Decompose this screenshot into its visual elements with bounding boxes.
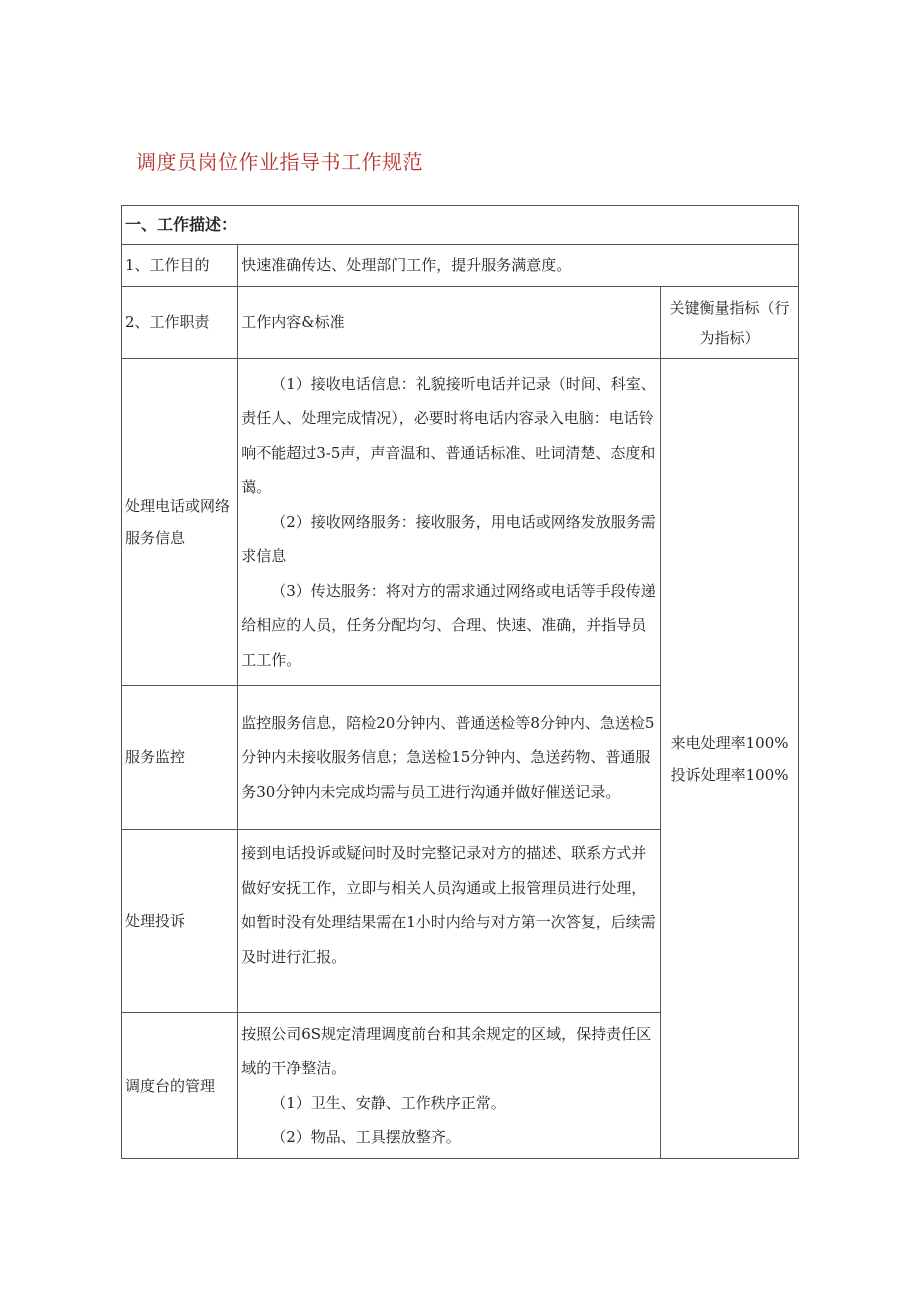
kpi-header: 关键衡量指标（行为指标） [661,287,799,359]
row-paragraph: （1）接收电话信息：礼貌接听电话并记录（时间、科室、责任人、处理完成情况），必要时将电话内容录入电脑：电话铃响不能超过3-5声，声音温和、普通话标准、吐词清楚、态度和蔼。 [241,374,656,497]
row-label: 服务监控 [122,686,238,830]
row-label: 调度台的管理 [122,1013,238,1159]
kpi-call-rate: 来电处理率100% [670,733,789,752]
row-label: 处理电话或网络服务信息 [122,359,238,686]
row-paragraph: 接到电话投诉或疑问时及时完整记录对方的描述、联系方式并做好安抚工作，立即与相关人员沟通或上报管理员进行处理，如暂时没有处理结果需在1小时内给与对方第一次答复，后续需及时进行汇报。 [241,844,656,966]
row-paragraph: （2）物品、工具摆放整齐。 [271,1128,461,1146]
row-paragraph: （1）卫生、安静、工作秩序正常。 [271,1093,506,1112]
kpi-cell [661,359,799,1159]
duties-label: 2、工作职责 [122,287,238,359]
row-paragraph: 按照公司6S规定清理调度前台和其余规定的区域，保持责任区域的干净整洁。 [241,1024,652,1077]
duties-header-row [122,287,799,359]
content-header: 工作内容&标准 [238,287,661,359]
kpi-complaint-rate: 投诉处理率100% [670,765,789,784]
row-paragraph: （2）接收网络服务：接收服务，用电话或网络发放服务需求信息 [241,512,656,566]
table-row [122,359,799,686]
job-spec-table [121,205,799,1159]
row-paragraph: （3）传达服务：将对方的需求通过网络或电话等手段传递给相应的人员，任务分配均匀、合理、快速、准确，并指导员工工作。 [241,581,656,669]
row-content [238,686,661,830]
row-content [238,830,661,1013]
purpose-row [122,245,799,287]
row-content [238,359,661,686]
row-label: 处理投诉 [122,830,238,1013]
row-paragraph: 监控服务信息，陪检20分钟内、普通送检等8分钟内、急送检5分钟内未接收服务信息；急送检15分钟内、急送药物、普通服务30分钟内未完成均需与员工进行沟通并做好催送记录。 [241,713,655,801]
row-content [238,1013,661,1159]
page-title: 调度员岗位作业指导书工作规范 [136,150,423,174]
purpose-text: 快速准确传达、处理部门工作，提升服务满意度。 [238,245,799,287]
purpose-label: 1、工作目的 [122,245,238,287]
section-header: 一、工作描述： [122,206,799,245]
section-header-row [122,206,799,245]
